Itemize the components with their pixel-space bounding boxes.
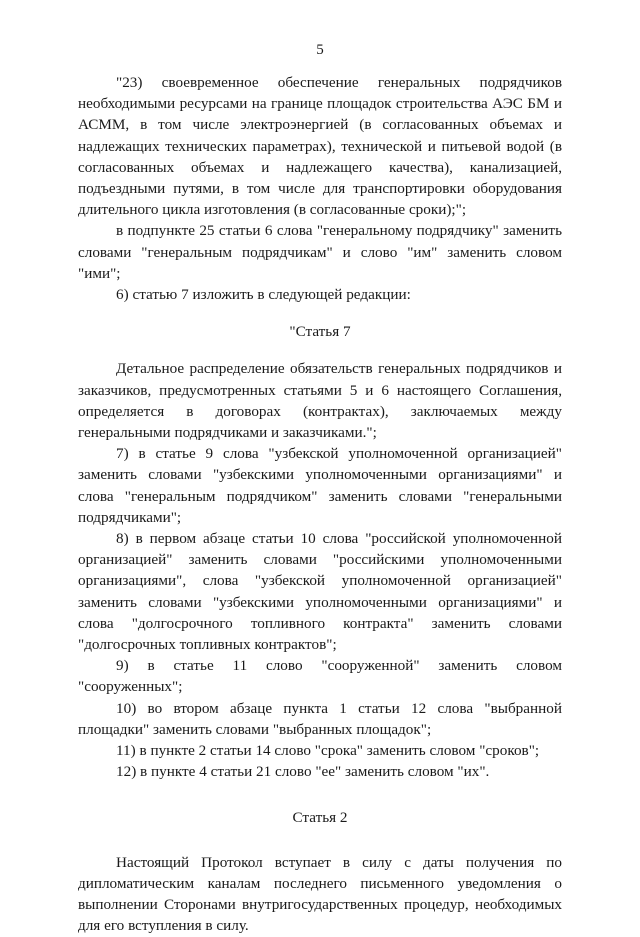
paragraph-entry-into-force: Настоящий Протокол вступает в силу с даты получения по дипломатическим каналам последнего письменного уведомления о выполнении Сторонами внутригосударственных процедур, необходимых для его вступления в силу. bbox=[78, 853, 562, 935]
spacer bbox=[78, 305, 562, 321]
document-body bbox=[78, 72, 562, 937]
paragraph-item-9: 9) в статье 11 слово "сооруженной" заменить словом "сооруженных"; bbox=[78, 657, 562, 696]
paragraph-item-10: 10) во втором абзаце пункта 1 статьи 12 слова "выбранной площадки" заменить словами "выбранных площадок"; bbox=[78, 699, 562, 738]
heading-article-2: Статья 2 bbox=[292, 808, 348, 826]
paragraph-item-8: 8) в первом абзаце статьи 10 слова "российской уполномоченной организацией" заменить словами "российскими уполномоченными организациями", слова "узбекской уполномоченной организацией" заменить словами "узбекскими уполномоченными организациями" и слова "долгосрочного топливного контракта" заменить словами "долгосрочных топливных контрактов"; bbox=[78, 530, 562, 654]
paragraph-item-23: "23) своевременное обеспечение генеральных подрядчиков необходимыми ресурсами на границе площадок строительства АЭС БМ и АСММ, в том числе электроэнергией (в согласованных объемах и надлежащих технических параметрах), технической и питьевой водой (в согласованных объемах и надлежащего качества), канализацией, подъездными путями, в том числе для транспортировки оборудования длительного цикла изготовления (в согласованные сроки);"; bbox=[78, 74, 562, 219]
paragraph-article-7-body: Детальное распределение обязательств генеральных подрядчиков и заказчиков, предусмотренных статьями 5 и 6 настоящего Соглашения, определяется в договорах (контрактах), заключаемых между генеральными подрядчиками и заказчиками."; bbox=[78, 360, 562, 442]
spacer bbox=[78, 828, 562, 852]
spacer bbox=[78, 342, 562, 358]
spacer bbox=[78, 783, 562, 807]
heading-article-7: "Статья 7 bbox=[289, 323, 351, 341]
paragraph-item-6: 6) статью 7 изложить в следующей редакции: bbox=[116, 286, 411, 304]
paragraph-item-7: 7) в статье 9 слова "узбекской уполномоченной организацией" заменить словами "узбекскими уполномоченными организациями" и слова "генеральным подрядчиком" заменить словами "генеральными подрядчиками"; bbox=[78, 445, 562, 526]
paragraph-subpoint-25: в подпункте 25 статьи 6 слова "генеральному подрядчику" заменить словами "генеральным подрядчикам" и слово "им" заменить словом "ими"; bbox=[78, 222, 562, 282]
page-number: 5 bbox=[316, 42, 324, 58]
paragraph-item-11: 11) в пункте 2 статьи 14 слово "срока" заменить словом "сроков"; bbox=[116, 742, 540, 760]
paragraph-item-12: 12) в пункте 4 статьи 21 слово "ее" заменить словом "их". bbox=[116, 763, 490, 781]
